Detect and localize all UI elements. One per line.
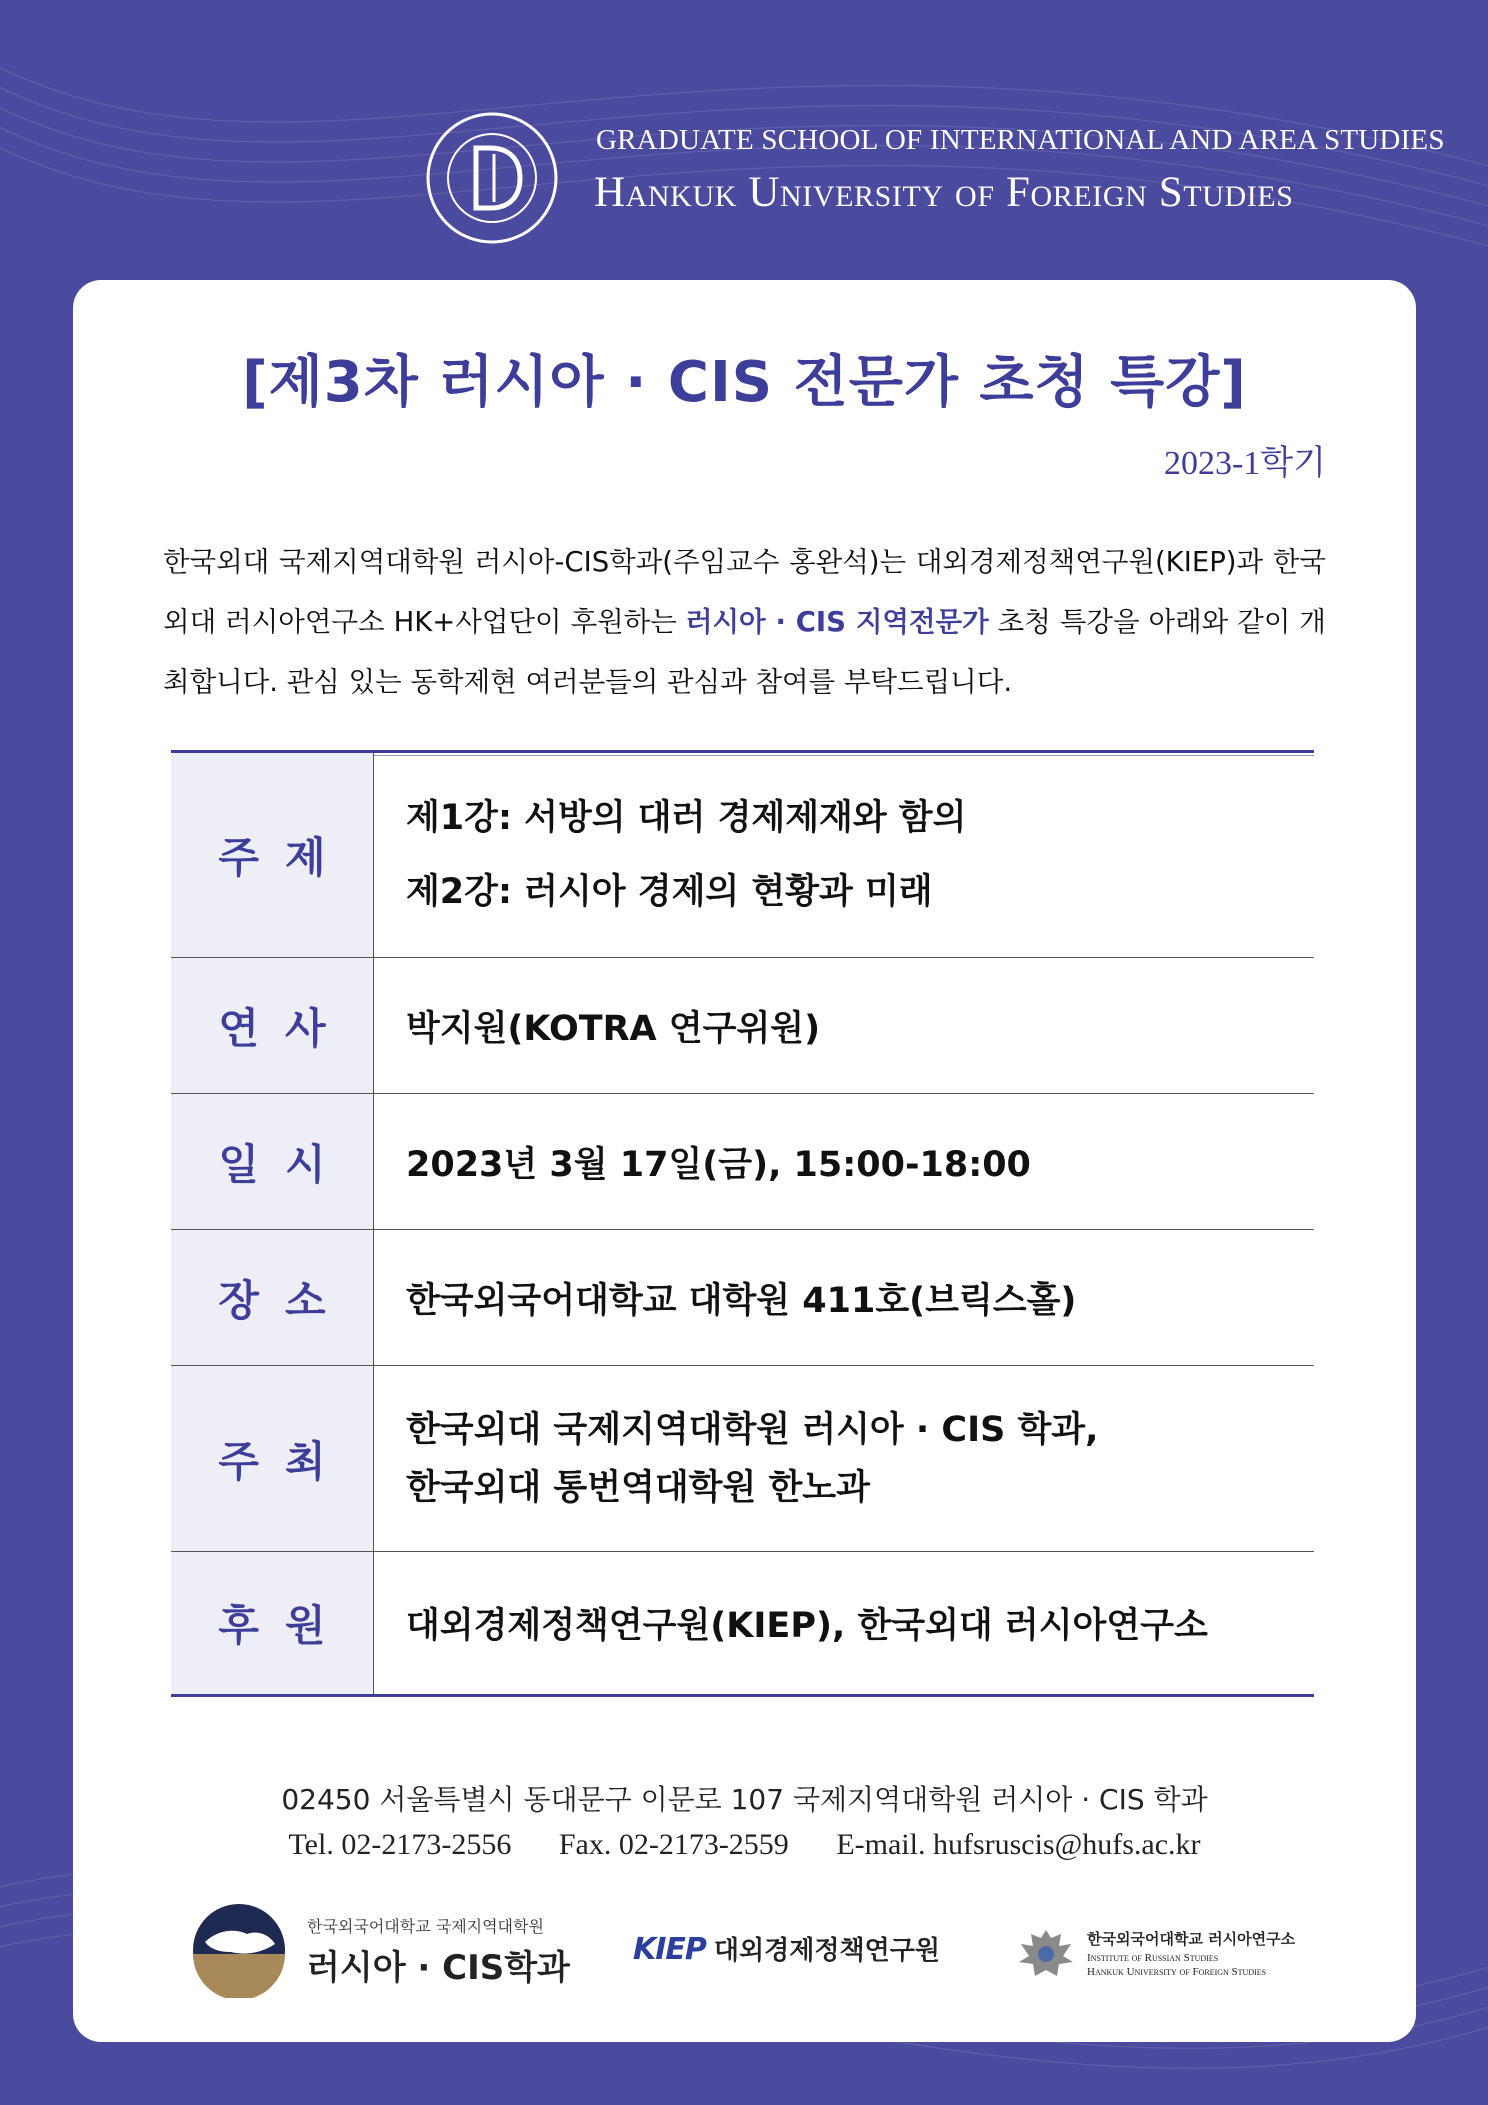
header: [0, 0, 1488, 280]
dept-emblem-icon: [191, 1902, 287, 1998]
contact-email: E-mail. hufsruscis@hufs.ac.kr: [836, 1828, 1201, 1861]
contact-fax: Fax. 02-2173-2559: [558, 1828, 789, 1861]
table-row-speaker: [171, 958, 1314, 1094]
table-row-datetime: [171, 1094, 1314, 1230]
table-row-topic: [171, 753, 1314, 958]
sponsor-label: 후원: [171, 1552, 374, 1694]
page-title: [제3차 러시아 · CIS 전문가 초청 특강]: [242, 350, 1247, 415]
event-info-table: [171, 750, 1314, 1697]
topic-line-1: 제1강: 서방의 대러 경제제재와 함의: [406, 798, 967, 838]
institute-univ-en: Hankuk University of Foreign Studies: [1087, 1966, 1267, 1978]
institute-logo: [1013, 1920, 1333, 1990]
dept-logo: [191, 1902, 591, 2012]
kiep-logo: [633, 1930, 940, 1990]
semester-label: 2023-1학기: [1163, 445, 1326, 482]
topic-line-2: 제2강: 러시아 경제의 현황과 미래: [406, 872, 933, 912]
host-value: [374, 1366, 1314, 1551]
contact-line: [73, 1828, 1416, 1862]
venue-text: 한국외국어대학교 대학원 411호(브릭스홀): [406, 1280, 1077, 1321]
topic-value: [374, 753, 1314, 957]
university-name-en: Hankuk University of Foreign Studies: [594, 169, 1294, 216]
host-line-2: 한국외대 통번역대학원 한노과: [406, 1467, 870, 1508]
venue-label: 장소: [171, 1230, 374, 1365]
datetime-value: [374, 1094, 1314, 1229]
datetime-label: 일시: [171, 1094, 374, 1229]
institute-name-en: Institute of Russian Studies: [1087, 1952, 1219, 1964]
university-seal-icon: [424, 110, 560, 246]
table-row-host: [171, 1366, 1314, 1552]
poster-card: [73, 280, 1416, 2042]
venue-value: [374, 1230, 1314, 1365]
institute-name-kr: 한국외국어대학교 러시아연구소: [1087, 1930, 1296, 1948]
intro-text-1: 한국외대 국제지역대학원 러시아-CIS학과(주임교수 홍완석)는 대외경제정책연구원(KIEP)과 한국외대 러시아연구소 HK+사업단이 후원하는: [163, 546, 1326, 638]
intro-highlight: 러시아 · CIS 지역전문가: [685, 606, 989, 638]
school-name-en: GRADUATE SCHOOL OF INTERNATIONAL AND AREA STUDIES: [596, 124, 1445, 156]
table-row-venue: [171, 1230, 1314, 1366]
eagle-emblem-icon: [1013, 1920, 1079, 1986]
sponsor-text: 대외경제정책연구원(KIEP), 한국외대 러시아연구소: [406, 1606, 1208, 1646]
contact-tel: Tel. 02-2173-2556: [288, 1828, 512, 1861]
host-label: 주최: [171, 1366, 374, 1551]
speaker-text: 박지원(KOTRA 연구위원): [406, 1008, 821, 1049]
topic-label: 주제: [171, 753, 374, 957]
speaker-label: 연사: [171, 958, 374, 1093]
intro-paragraph: [163, 532, 1326, 712]
kiep-mark: KIEP: [633, 1932, 706, 1967]
host-line-1: 한국외대 국제지역대학원 러시아 · CIS 학과,: [406, 1409, 1099, 1450]
dept-logo-title: 러시아 · CIS학과: [307, 1948, 570, 1988]
datetime-text: 2023년 3월 17일(금), 15:00-18:00: [406, 1144, 1031, 1185]
intro-text-2: 초청 특강을 아래와 같이 개최합니다. 관심 있는 동학제현 여러분들의 관심과 참여를 부탁드립니다.: [163, 606, 1326, 698]
contact-address: 02450 서울특별시 동대문구 이문로 107 국제지역대학원 러시아 · CIS 학과: [281, 1783, 1208, 1816]
dept-logo-subtitle: 한국외국어대학교 국제지역대학원: [307, 1917, 544, 1936]
table-row-sponsor: [171, 1552, 1314, 1694]
sponsor-value: [374, 1552, 1314, 1694]
kiep-name: 대외경제정책연구원: [713, 1936, 940, 1966]
speaker-value: [374, 958, 1314, 1093]
